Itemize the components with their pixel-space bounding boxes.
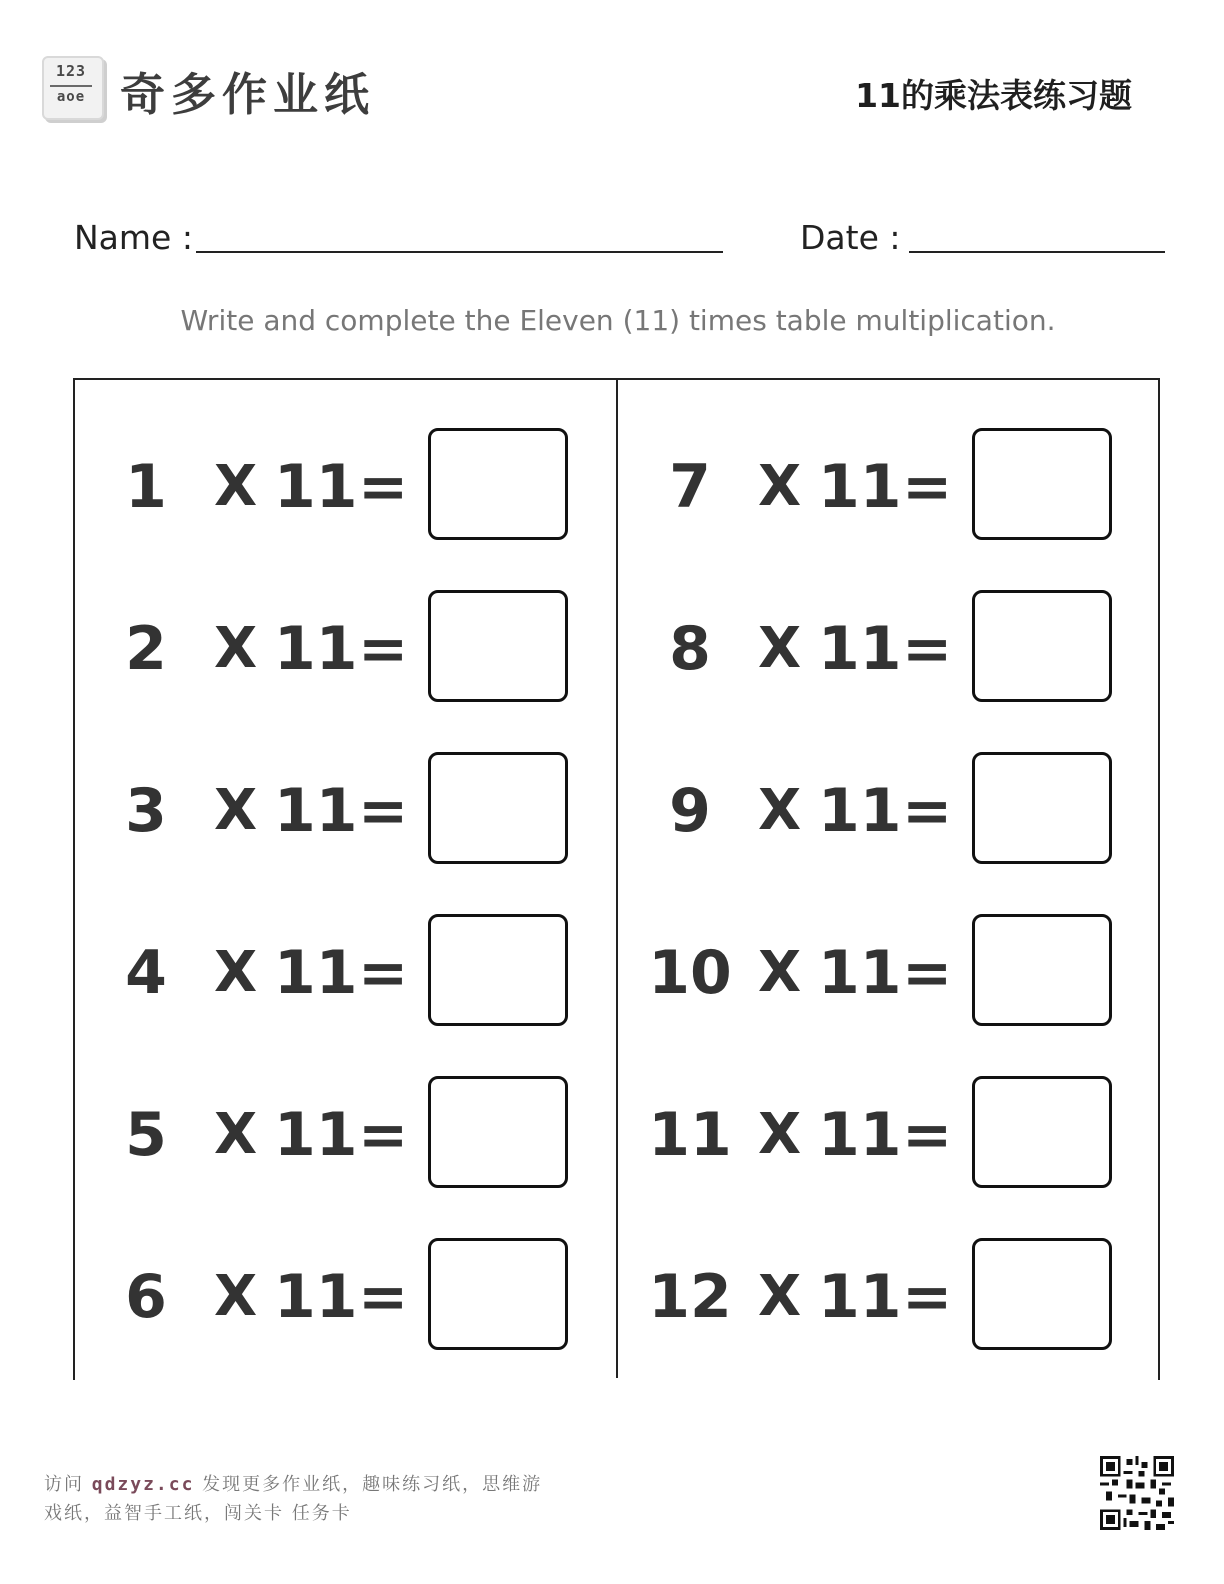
equals-sign: = — [358, 938, 409, 1008]
problem-2 — [110, 590, 580, 706]
multiplier: 11 — [818, 1262, 902, 1332]
multiplicand: 5 — [125, 1100, 167, 1170]
answer-box[interactable] — [972, 428, 1112, 540]
multiplier: 11 — [274, 1100, 358, 1170]
logo-bottom-text: aoe — [56, 89, 86, 105]
answer-box[interactable] — [972, 914, 1112, 1026]
footer-line-1 — [44, 1470, 604, 1499]
multiplicand: 11 — [648, 1100, 732, 1170]
multiplier: 11 — [274, 938, 358, 1008]
date-field[interactable] — [909, 251, 1165, 253]
times-sign: X — [758, 778, 802, 843]
equals-sign: = — [902, 1100, 953, 1170]
equals-sign: = — [358, 776, 409, 846]
problem-11 — [648, 1076, 1124, 1192]
equals-sign: = — [902, 776, 953, 846]
logo-divider — [50, 85, 92, 87]
multiplier: 11 — [818, 1100, 902, 1170]
multiplicand: 3 — [125, 776, 167, 846]
problem-7 — [654, 428, 1124, 544]
footer-line-2: 戏纸，益智手工纸，闯关卡 任务卡 — [44, 1503, 352, 1524]
equals-sign: = — [902, 614, 953, 684]
answer-box[interactable] — [428, 428, 568, 540]
answer-box[interactable] — [972, 752, 1112, 864]
equals-sign: = — [358, 614, 409, 684]
multiplicand: 9 — [669, 776, 711, 846]
answer-box[interactable] — [972, 1076, 1112, 1188]
problem-5 — [110, 1076, 580, 1192]
sheet-title: 11的乘法表练习题 — [855, 76, 1132, 115]
qr-code-icon — [1100, 1456, 1174, 1530]
date-label: Date : — [800, 218, 901, 257]
multiplier: 11 — [274, 1262, 358, 1332]
equals-sign: = — [358, 1100, 409, 1170]
times-sign: X — [758, 616, 802, 681]
times-sign: X — [214, 1102, 258, 1167]
brand-name: 奇多作业纸 — [120, 68, 376, 121]
multiplicand: 4 — [125, 938, 167, 1008]
equals-sign: = — [902, 1262, 953, 1332]
times-sign: X — [214, 1264, 258, 1329]
answer-box[interactable] — [428, 1238, 568, 1350]
problem-9 — [654, 752, 1124, 868]
problem-1 — [110, 428, 580, 544]
name-label: Name : — [74, 218, 193, 257]
multiplier: 11 — [818, 938, 902, 1008]
problem-3 — [110, 752, 580, 868]
times-sign: X — [214, 616, 258, 681]
times-sign: X — [214, 778, 258, 843]
problem-10 — [648, 914, 1124, 1030]
multiplicand: 6 — [125, 1262, 167, 1332]
answer-box[interactable] — [428, 590, 568, 702]
multiplier: 11 — [274, 776, 358, 846]
logo-top-text: 123 — [55, 62, 87, 80]
instruction-text: Write and complete the Eleven (11) times table multiplication. — [180, 304, 1056, 337]
times-sign: X — [758, 1264, 802, 1329]
footer-site-link[interactable]: qdzyz.cc — [91, 1474, 195, 1495]
footer-visit: 访问 — [44, 1474, 84, 1495]
times-sign: X — [214, 940, 258, 1005]
multiplicand: 8 — [669, 614, 711, 684]
equals-sign: = — [358, 452, 409, 522]
answer-box[interactable] — [428, 1076, 568, 1188]
multiplicand: 1 — [125, 452, 167, 522]
footer-line-1-rest: 发现更多作业纸，趣味练习纸，思维游 — [202, 1474, 543, 1495]
problem-8 — [654, 590, 1124, 706]
answer-box[interactable] — [972, 590, 1112, 702]
multiplicand: 12 — [648, 1262, 732, 1332]
problem-4 — [110, 914, 580, 1030]
multiplicand: 2 — [125, 614, 167, 684]
times-sign: X — [758, 454, 802, 519]
equals-sign: = — [358, 1262, 409, 1332]
column-divider — [616, 378, 618, 1378]
equals-sign: = — [902, 938, 953, 1008]
equals-sign: = — [902, 452, 953, 522]
footer-text — [44, 1470, 604, 1528]
answer-box[interactable] — [428, 752, 568, 864]
times-sign: X — [214, 454, 258, 519]
multiplier: 11 — [274, 614, 358, 684]
multiplicand: 7 — [669, 452, 711, 522]
times-sign: X — [758, 940, 802, 1005]
multiplier: 11 — [818, 614, 902, 684]
problem-6 — [110, 1238, 580, 1354]
name-field[interactable] — [196, 251, 723, 253]
problem-12 — [648, 1238, 1124, 1354]
multiplicand: 10 — [648, 938, 732, 1008]
multiplier: 11 — [818, 776, 902, 846]
logo — [42, 56, 104, 120]
times-sign: X — [758, 1102, 802, 1167]
answer-box[interactable] — [428, 914, 568, 1026]
multiplier: 11 — [818, 452, 902, 522]
answer-box[interactable] — [972, 1238, 1112, 1350]
multiplier: 11 — [274, 452, 358, 522]
